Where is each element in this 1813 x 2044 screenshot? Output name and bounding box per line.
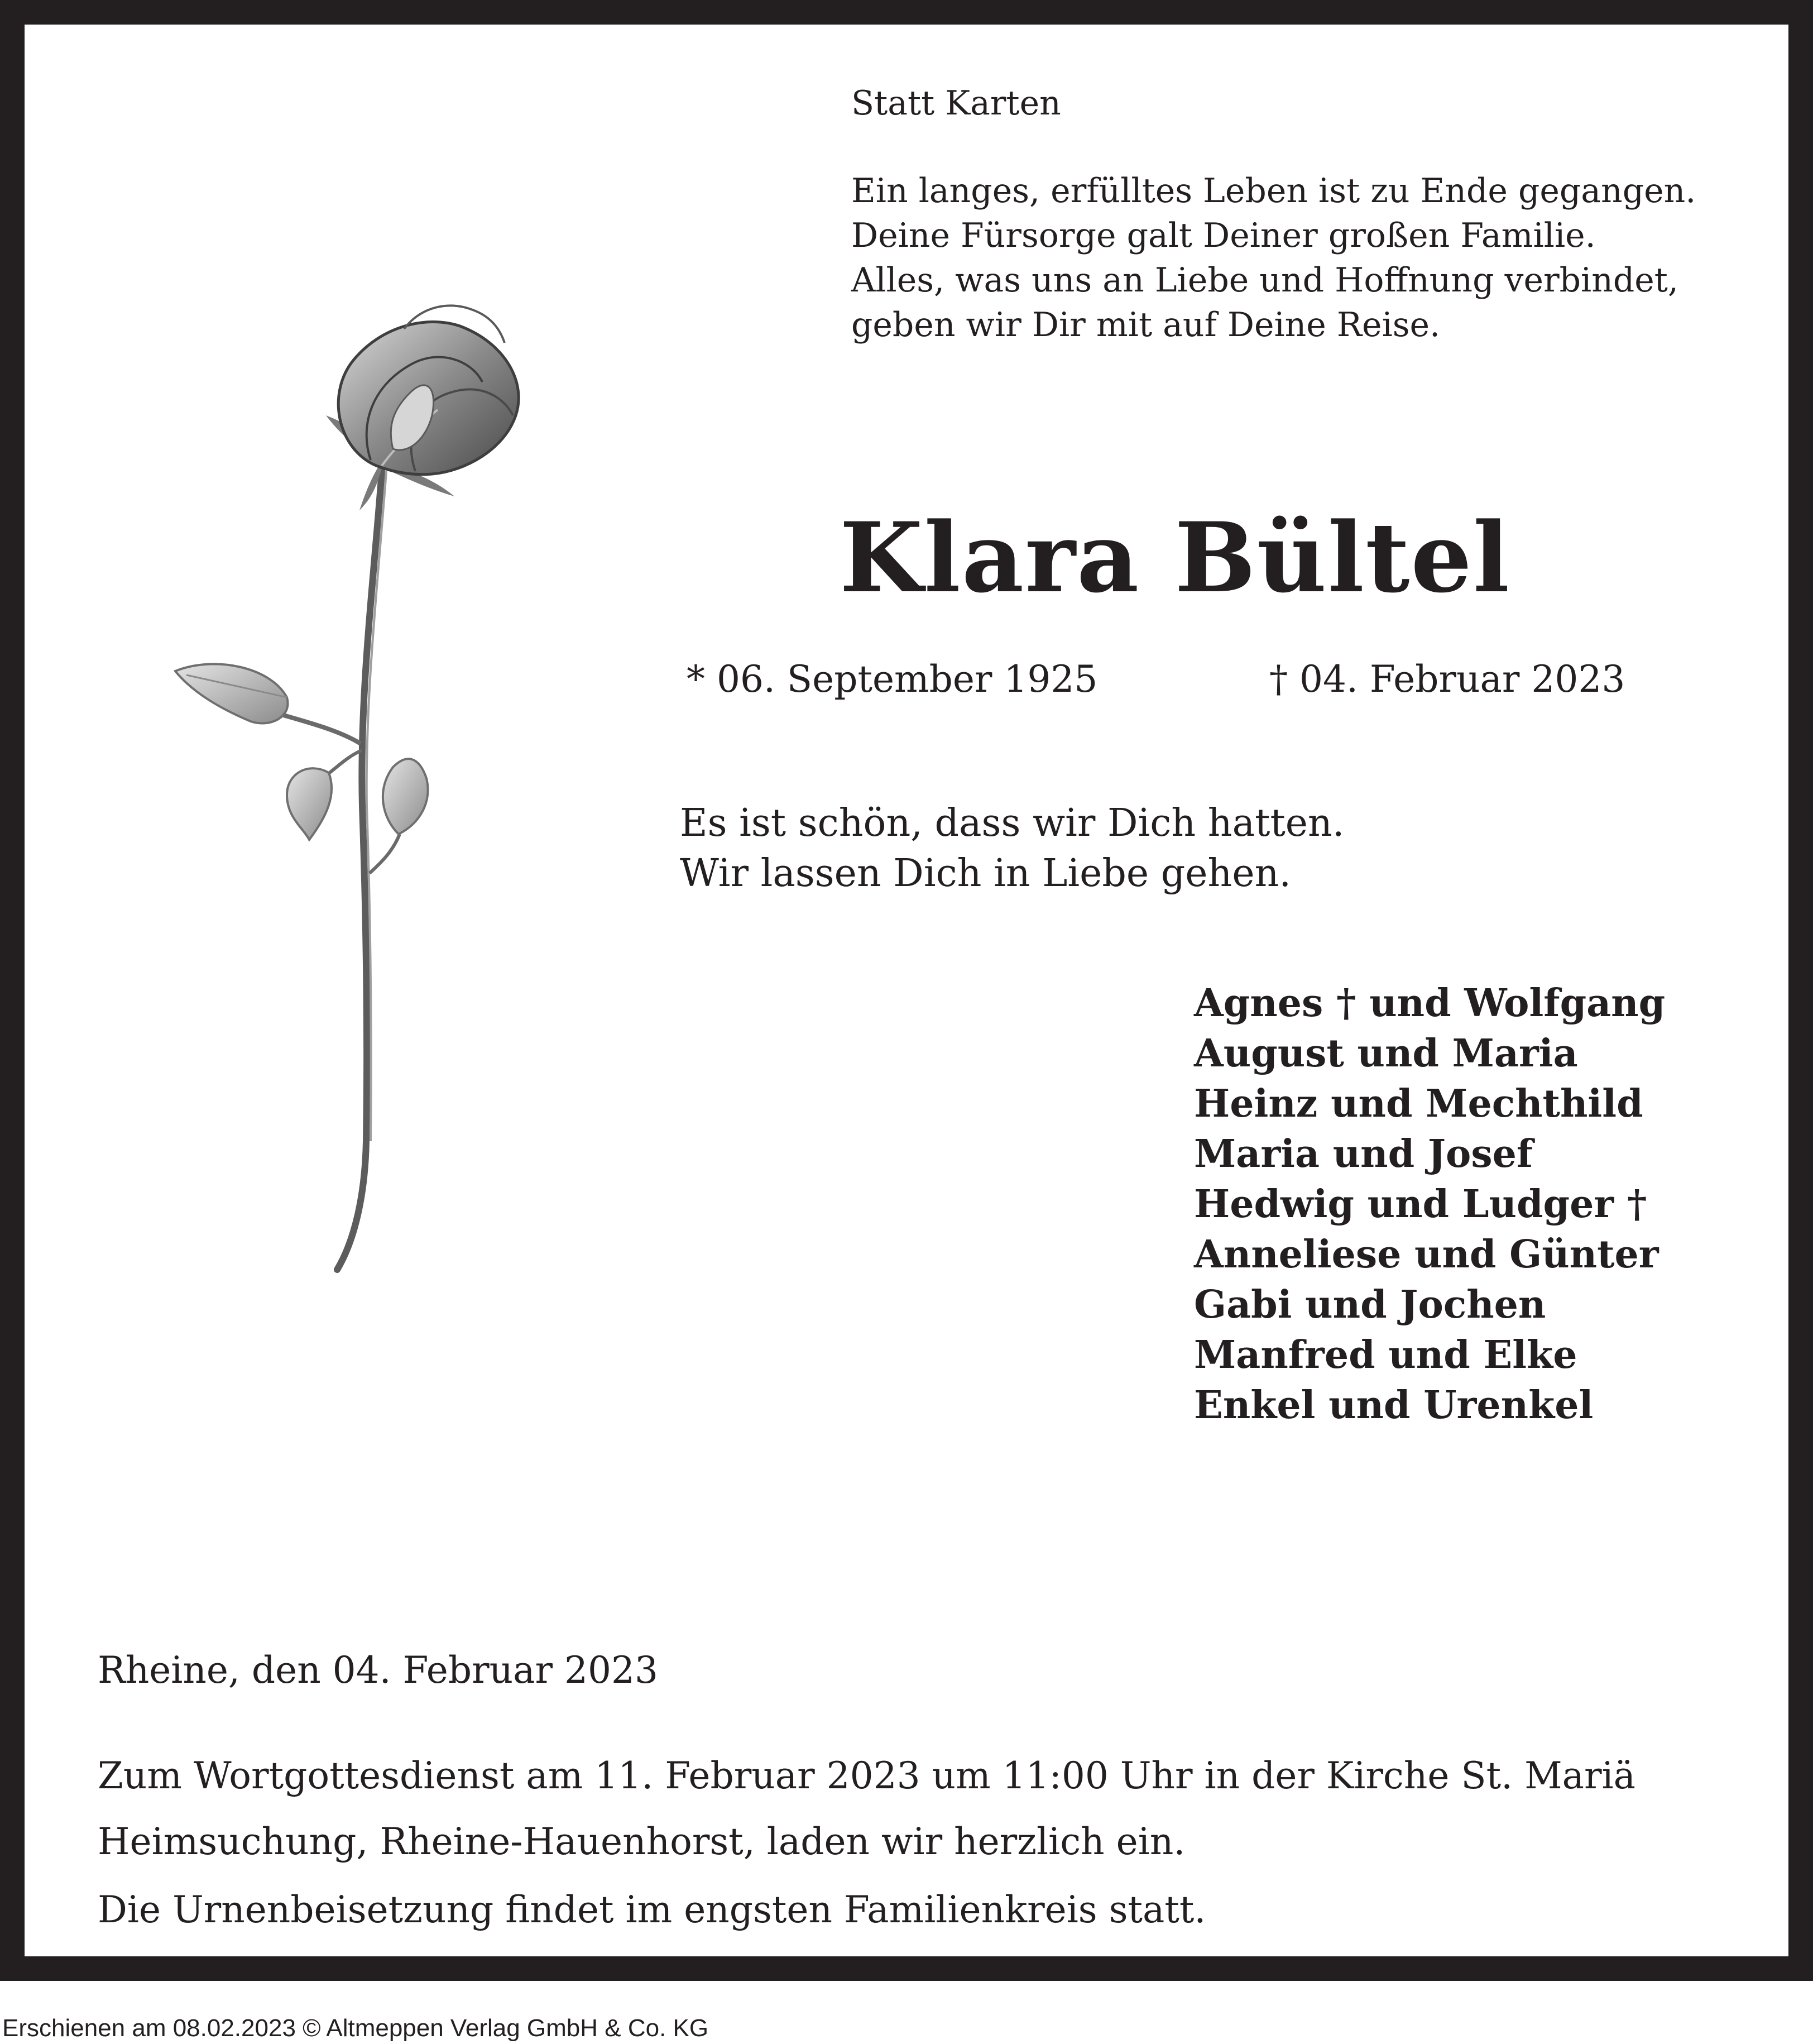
poem-line: Ein langes, erfülltes Leben ist zu Ende gegangen. (851, 171, 1696, 210)
place-date: Rheine, den 04. Februar 2023 (98, 1649, 659, 1692)
intro-label: Statt Karten (851, 84, 1061, 123)
deceased-name: Klara Bültel (840, 501, 1511, 614)
mourner-entry: Heinz und Mechthild (1194, 1081, 1643, 1126)
mourner-entry: Enkel und Urenkel (1194, 1383, 1594, 1428)
quote-line: Wir lassen Dich in Liebe gehen. (680, 851, 1291, 896)
publication-footer: Erschienen am 08.02.2023 © Altmeppen Verlag GmbH & Co. KG (2, 2014, 709, 2042)
mourner-entry: Gabi und Jochen (1194, 1282, 1546, 1327)
service-line: Zum Wortgottesdienst am 11. Februar 2023 um 11:00 Uhr in der Kirche St. Mariä (98, 1754, 1636, 1797)
quote (680, 798, 1344, 899)
mourner-entry: August und Maria (1194, 1031, 1578, 1076)
burial-info: Die Urnenbeisetzung findet im engsten Familienkreis statt. (98, 1888, 1206, 1931)
poem (851, 169, 1696, 347)
service-info (98, 1743, 1635, 1875)
mourner-entry: Maria und Josef (1194, 1132, 1533, 1176)
death-date: † 04. Februar 2023 (1269, 658, 1625, 701)
mourner-entry: Agnes † und Wolfgang (1194, 981, 1666, 1026)
mourners-list (1194, 978, 1665, 1430)
service-line: Heimsuchung, Rheine-Hauenhorst, laden wir herzlich ein. (98, 1820, 1186, 1863)
birth-date: * 06. September 1925 (687, 658, 1098, 701)
mourner-entry: Hedwig und Ludger † (1194, 1182, 1647, 1227)
notice-body (25, 25, 1788, 1956)
mourner-entry: Manfred und Elke (1194, 1333, 1577, 1377)
poem-line: Alles, was uns an Liebe und Hoffnung verbindet, (851, 261, 1678, 300)
poem-line: Deine Fürsorge galt Deiner großen Familie. (851, 216, 1596, 255)
poem-line: geben wir Dir mit auf Deine Reise. (851, 305, 1441, 344)
quote-line: Es ist schön, dass wir Dich hatten. (680, 801, 1345, 845)
mourner-entry: Anneliese und Günter (1194, 1232, 1659, 1277)
